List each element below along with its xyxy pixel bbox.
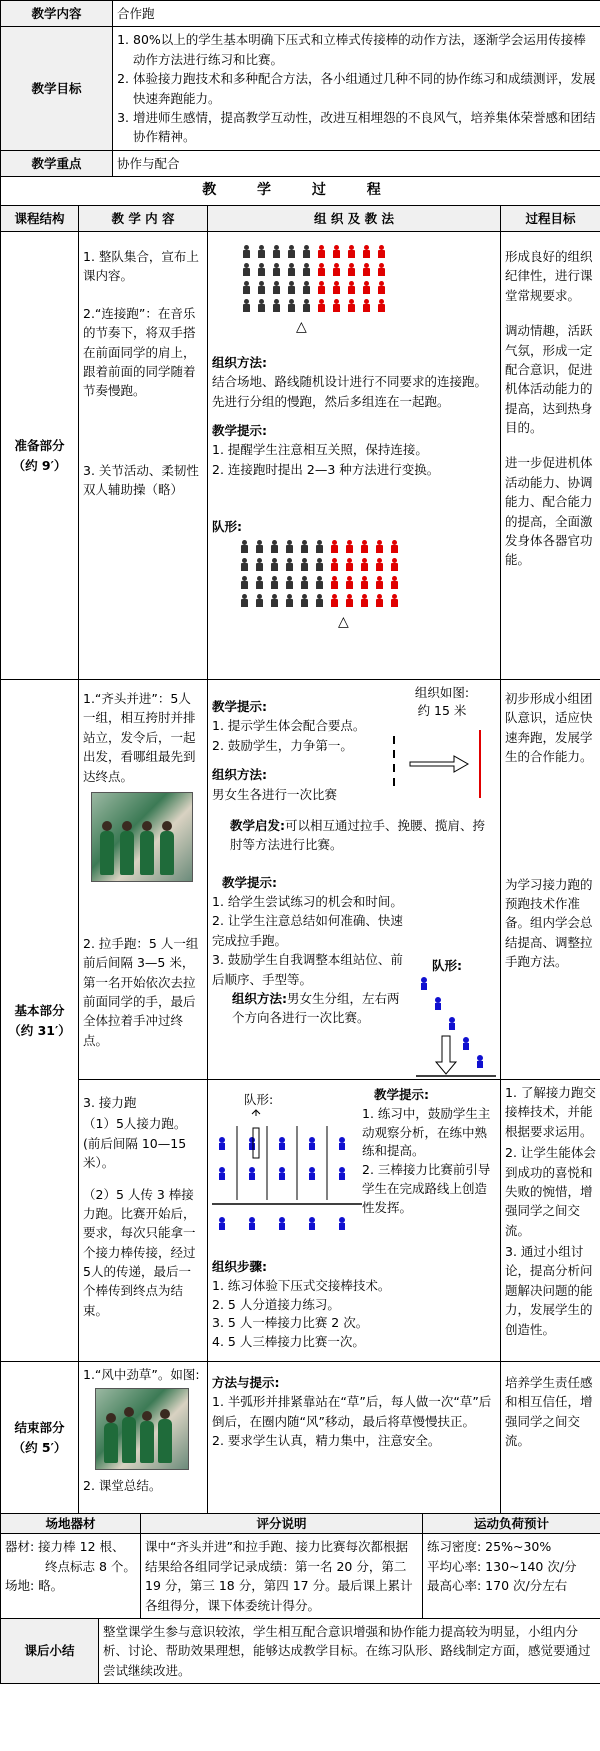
prep-content-3: 3. 关节活动、柔韧性双人辅助操（略）	[83, 462, 199, 498]
end-method-2: 2. 要求学生认真，精力集中，注意安全。	[212, 1433, 441, 1449]
basic-org1-title: 组织方法:	[212, 767, 267, 783]
basic-tip1-1: 1. 提示学生体会配合要点。	[212, 718, 366, 734]
summary-text: 整堂课学生参与意识较浓，学生相互配合意识增强和协作能力提高较为明显，小组内分析、讨论、帮助效果理想，能够达成教学目标。在练习队形、路线制定方面，感觉要通过尝试继续改进。	[99, 1618, 600, 1683]
basic-target-1: 初步形成小组团队意识，适应快速奔跑，发展学生的合作能力。	[505, 691, 593, 765]
end-method-title: 方法与提示:	[212, 1375, 280, 1391]
prep-tip-2: 2. 连接跑时提出 2—3 种方法进行变换。	[212, 461, 440, 477]
prep-formation-top: △	[240, 245, 496, 339]
end-label-cell	[1, 1362, 79, 1514]
basic-tip3-2: 2. 三棒接力比赛前引导学生在完成路线上创造性发挥。	[362, 1162, 491, 1215]
prep-label-cell	[1, 232, 79, 680]
race-diagram	[392, 726, 492, 806]
prep-content-cell	[79, 232, 208, 680]
process-title: 教 学 过 程	[1, 177, 600, 206]
process-table	[0, 205, 600, 1514]
basic-content-3-2: （2）5 人传 3 棒接力跑。比赛开始后，要求，每次只能拿一个接力棒传接，经过5人的传递，最后一个棒传到终点为结束。	[83, 1186, 196, 1318]
prep-tips-title: 教学提示:	[212, 422, 267, 438]
equip-title: 场地器材	[1, 1514, 141, 1534]
load-1: 练习密度: 25%~30%	[427, 1539, 552, 1555]
prep-org-text: 结合场地、路线随机设计进行不同要求的连接跑。先进行分组的慢跑，然后多组连在一起跑。	[212, 374, 488, 409]
basic-tip3-1: 1. 练习中，鼓励学生主动观察分析，在练中熟练和提高。	[362, 1105, 491, 1159]
key-value: 协作与配合	[113, 150, 600, 176]
basic-content-3: 3. 接力跑	[83, 1095, 137, 1111]
basic-step-4: 4. 5 人三棒接力比赛一次。	[212, 1334, 365, 1350]
header-structure: 课程结构	[1, 205, 79, 231]
eval-title: 评分说明	[141, 1514, 423, 1534]
basic-formation3-label: 队形:	[244, 1092, 274, 1108]
basic-target-3-3: 3. 通过小组讨论，提高分析问题解决问题的能力，发展学生的创造性。	[505, 1244, 593, 1337]
org-diagram-label: 组织如图:	[414, 685, 470, 701]
goal-label: 教学目标	[1, 27, 113, 150]
prep-tip-1: 1. 提醒学生注意相互关照，保持连接。	[212, 442, 428, 458]
prep-target-cell	[501, 232, 600, 680]
load-cell	[423, 1534, 600, 1619]
end-label: 结束部分	[14, 1420, 65, 1436]
header-content: 教 学 内 容	[79, 205, 208, 231]
prep-formation-bottom: △	[238, 540, 496, 634]
prep-formation-label: 队形:	[212, 519, 242, 534]
prep-label: 准备部分	[14, 438, 65, 454]
basic-tips2-title: 教学提示:	[222, 874, 277, 890]
basic-target-cell-b	[501, 1080, 600, 1362]
prep-content-2: 2.“连接跑”：在音乐的节奏下，将双手搭在前面同学的肩上，跟着前面的同学随着节奏慢跑。	[83, 305, 196, 399]
equip-2: 终点标志 8 个。	[45, 1558, 136, 1574]
prep-time: （约 9′）	[12, 457, 67, 473]
key-label: 教学重点	[1, 150, 113, 176]
end-method-cell	[208, 1362, 501, 1514]
basic-steps-title: 组织步骤:	[212, 1259, 267, 1275]
basic-org2-title: 组织方法:	[232, 990, 287, 1006]
header-method: 组 织 及 教 法	[208, 205, 501, 231]
prep-content-1: 1. 整队集合，宣布上课内容。	[83, 249, 199, 284]
basic-formation2-label: 队形:	[432, 958, 462, 974]
basic-content-2: 2. 拉手跑：5 人一组前后间隔 3—5 米，第一名开始依次去拉前面同学的手，最后全体拉着手冲过终点。	[83, 935, 199, 1048]
load-3: 最高心率: 170 次/分左右	[427, 1578, 568, 1594]
prep-method-cell	[208, 232, 501, 680]
end-time: （约 5′）	[12, 1439, 67, 1455]
end-content-2: 2. 课堂总结。	[83, 1478, 162, 1494]
goal-list	[113, 27, 600, 150]
prep-org-title: 组织方法:	[212, 354, 267, 370]
end-content-1: 1.“风中劲草”。如图:	[83, 1367, 200, 1383]
students-running-photo	[91, 792, 193, 882]
summary-label: 课后小结	[1, 1618, 99, 1683]
eval-cell: 课中“齐头并进”和拉手跑、接力比赛每次都根据结果给各组同学记录成绩：第一名 20 分，第二 19 分，第三 18 分，第四 17 分。最后课上累计各组得分，课下体委统计得分。	[141, 1534, 423, 1619]
prep-target-1: 形成良好的组织纪律性，进行课堂常规要求。	[505, 249, 593, 303]
load-title: 运动负荷预计	[423, 1514, 600, 1534]
equip-1: 器材: 接力棒 12 根、	[5, 1539, 125, 1555]
basic-hint-text: 可以相互通过拉手、挽腰、揽肩、挎肘等方法进行比赛。	[230, 817, 486, 853]
basic-target-2: 为学习接力跑的预跑技术作准备。组内学会总结提高、调整拉手跑方法。	[505, 876, 593, 970]
footer-table	[0, 1513, 600, 1619]
content-value: 合作跑	[113, 1, 600, 27]
end-content-cell	[79, 1362, 208, 1514]
basic-label: 基本部分	[14, 1003, 65, 1019]
equip-3: 场地: 略。	[5, 1578, 64, 1594]
goal-item: 3. 增进师生感情，提高教学互动性，改进互相埋怨的不良风气，培养集体荣誉感和团结协作精神。	[133, 108, 596, 147]
basic-label-cell	[1, 680, 79, 1362]
basic-tip2-3: 3. 鼓励学生自我调整本组站位、前后顺序、手型等。	[212, 952, 403, 987]
basic-step-1: 1. 练习体验下压式交接棒技术。	[212, 1277, 391, 1293]
org-distance: 约 15 米	[417, 702, 467, 718]
basic-tips3-title: 教学提示:	[374, 1087, 429, 1103]
basic-tips1-title: 教学提示:	[212, 699, 267, 715]
basic-method-cell-b	[208, 1080, 501, 1362]
basic-target-3-2: 2. 让学生能体会到成功的喜悦和失败的惋惜，增强同学之间交流。	[505, 1145, 596, 1238]
basic-org2-text: 男女生分组，左右两个方向各进行一次比赛。	[232, 990, 400, 1026]
basic-tip2-1: 1. 给学生尝试练习的机会和时间。	[212, 894, 403, 910]
pull-hand-formation	[416, 970, 496, 1080]
basic-content-cell-b	[79, 1080, 208, 1362]
basic-tip2-2: 2. 让学生注意总结如何准确、快速完成拉手跑。	[212, 913, 403, 948]
end-target: 培养学生责任感和相互信任，增强同学之间交流。	[505, 1375, 593, 1449]
prep-target-2: 调动情趣，活跃气氛，形成一定配合意识，促进机体活动能力的提高，达到热身目的。	[505, 323, 593, 436]
basic-time: （约 31′）	[8, 1022, 71, 1038]
goal-item: 1. 80%以上的学生基本明确下压式和立棒式传接棒的动作方法，逐渐学会运用传接棒动作方法进行练习和比赛。	[133, 30, 596, 69]
content-label: 教学内容	[1, 1, 113, 27]
header-target: 过程目标	[501, 205, 600, 231]
relay-formation	[212, 1108, 362, 1248]
summary-table	[0, 1618, 600, 1684]
load-2: 平均心率: 130~140 次/分	[427, 1558, 577, 1574]
basic-content-cell-a	[79, 680, 208, 1080]
equip-cell	[1, 1534, 141, 1619]
basic-hint-title: 教学启发:	[230, 817, 285, 833]
top-table	[0, 0, 600, 206]
basic-content-3-1: （1）5人接力跑。(前后间隔 10—15 米）。	[83, 1116, 187, 1171]
basic-org1-text: 男女生各进行一次比赛	[212, 786, 338, 802]
end-method-1: 1. 半弧形并排紧靠站在“草”后，每人做一次“草”后倒后，在圈内随“风”移动，最后将草慢慢扶正。	[212, 1394, 492, 1429]
basic-step-2: 2. 5 人分道接力练习。	[212, 1296, 340, 1312]
basic-tip1-2: 2. 鼓励学生，力争第一。	[212, 737, 353, 753]
wind-grass-photo	[95, 1388, 189, 1470]
basic-content-1: 1.“齐头并进”：5人一组，相互挎肘并排站立，发令后，一起出发，看哪组最先到达终点。	[83, 691, 196, 784]
basic-step-3: 3. 5 人一棒接力比赛 2 次。	[212, 1315, 369, 1331]
end-target-cell	[501, 1362, 600, 1514]
basic-method-cell-a	[208, 680, 501, 1080]
prep-target-3: 进一步促进机体活动能力、协调能力、配合能力的提高，全面激发身体各器官功能。	[505, 455, 593, 568]
goal-item: 2. 体验接力跑技术和多种配合方法，各小组通过几种不同的协作练习和成绩测评，发展快速奔跑能力。	[133, 69, 596, 108]
basic-target-cell-a	[501, 680, 600, 1080]
basic-target-3-1: 1. 了解接力跑交接棒技术，并能根据要求运用。	[505, 1085, 596, 1139]
